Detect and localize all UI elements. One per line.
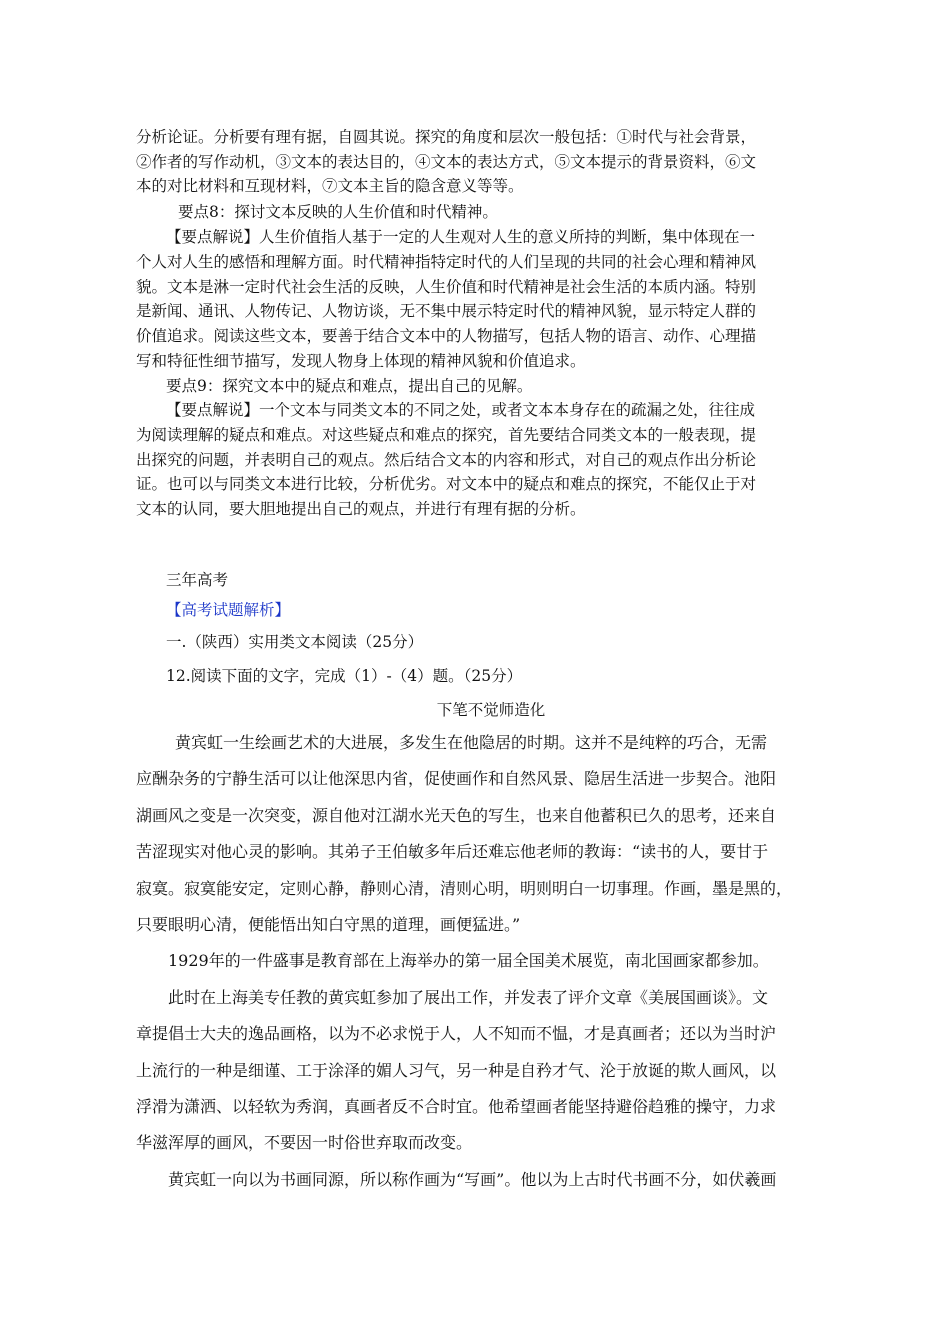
text-line: 1929年的一件盛事是教育部在上海举办的第一届全国美术展览，南北国画家都参加。 <box>168 951 769 971</box>
question-instruction: 12.阅读下面的文字，完成（1）-（4）题。（25分） <box>166 667 523 685</box>
text-line: 寂寞。寂寞能安定，定则心静，静则心清，清则心明，明则明白一切事理。作画，墨是黑的， <box>136 878 793 898</box>
paragraph-point-8-explanation <box>136 225 816 374</box>
text-line: 证。也可以与同类文本进行比较，分析优劣。对文本中的疑点和难点的探究，不能仅止于对 <box>136 475 757 494</box>
text-line: 分析论证。分析要有理有据，自圆其说。探究的角度和层次一般包括：①时代与社会背景， <box>136 128 757 146</box>
text-line: 貌。文本是淋一定时代社会生活的反映，人生价值和时代精神是社会生活的本质内涵。特别 <box>136 277 757 296</box>
text-line: 章提倡士大夫的逸品画格，以为不必求悦于人，人不知而不愠，才是真画者；还以为当时沪 <box>136 1024 777 1044</box>
text-line: 黄宾虹一向以为书画同源，所以称作画为“写画”。他以为上古时代书画不分，如伏羲画 <box>168 1169 777 1189</box>
text-line: ②作者的写作动机，③文本的表达目的，④文本的表达方式，⑤文本提示的背景资料，⑥文 <box>136 152 757 171</box>
paragraph-point-9-explanation <box>136 398 816 522</box>
text-line: 价值追求。阅读这些文本，要善于结合文本中的人物描写，包括人物的语言、动作、心理描 <box>136 327 757 346</box>
text-line: 为阅读理解的疑点和难点。对这些疑点和难点的探究，首先要结合同类文本的一般表现，提 <box>136 425 757 444</box>
text-line: 苦涩现实对他心灵的影响。其弟子王伯敏多年后还难忘他老师的教诲：“读书的人，要甘于 <box>136 842 769 862</box>
text-line: 只要眼明心清，便能悟出知白守黑的道理，画便猛进。” <box>136 915 521 935</box>
text-line: 华滋浑厚的画风，不要因一时俗世弃取而改变。 <box>136 1133 473 1153</box>
section-title: 三年高考 <box>166 571 229 589</box>
text-line: 个人对人生的感悟和理解方面。时代精神指特定时代的人们呈现的共同的社会心理和精神风 <box>136 252 757 271</box>
point-8-heading: 要点8：探讨文本反映的人生价值和时代精神。 <box>178 203 498 221</box>
exam-analysis-heading: 【高考试题解析】 <box>166 601 291 619</box>
article-title: 下笔不觉师造化 <box>436 701 546 719</box>
text-line: 是新闻、通讯、人物传记、人物访谈，无不集中展示特定时代的精神风貌，显示特定人群的 <box>136 302 757 321</box>
text-line: 写和特征性细节描写，发现人物身上体现的精神风貌和价值追求。 <box>136 351 586 370</box>
text-line: 文本的认同，要大胆地提出自己的观点，并进行有理有据的分析。 <box>136 500 586 519</box>
text-line: 此时在上海美专任教的黄宾虹参加了展出工作，并发表了评介文章《美展国画谈》。文 <box>168 987 769 1007</box>
article-body <box>136 725 816 1198</box>
text-line: 本的对比材料和互现材料，⑦文本主旨的隐含意义等等。 <box>136 177 524 195</box>
text-line: 应酬杂务的宁静生活可以让他深思内省，促使画作和自然风景、隐居生活进一步契合。池阳 <box>136 769 777 789</box>
text-line: 湖画风之变是一次突变，源自他对江湖水光天色的写生，也来自他蓄积已久的思考，还来自 <box>136 805 777 825</box>
text-line: 浮滑为潇洒、以轻软为秀润，真画者反不合时宜。他希望画者能坚持避俗趋雅的操守，力求 <box>136 1097 777 1117</box>
text-line: 出探究的问题，并表明自己的观点。然后结合文本的内容和形式，对自己的观点作出分析论 <box>136 450 757 469</box>
text-line: 上流行的一种是细谨、工于涂泽的媚人习气，另一种是自矜才气、沦于放诞的欺人画风，以 <box>136 1060 777 1080</box>
question-section-heading: 一.（陕西）实用类文本阅读（25分） <box>166 633 424 651</box>
point-9-heading: 要点9：探究文本中的疑点和难点，提出自己的见解。 <box>166 377 533 395</box>
text-line: 【要点解说】人生价值指人基于一定的人生观对人生的意义所持的判断，集中体现在一 <box>166 228 756 246</box>
text-line: 【要点解说】一个文本与同类文本的不同之处，或者文本本身存在的疏漏之处，往往成 <box>166 401 756 419</box>
paragraph-analysis-methods <box>136 125 816 199</box>
text-line: 黄宾虹一生绘画艺术的大进展，多发生在他隐居的时期。这并不是纯粹的巧合，无需 <box>175 733 768 752</box>
